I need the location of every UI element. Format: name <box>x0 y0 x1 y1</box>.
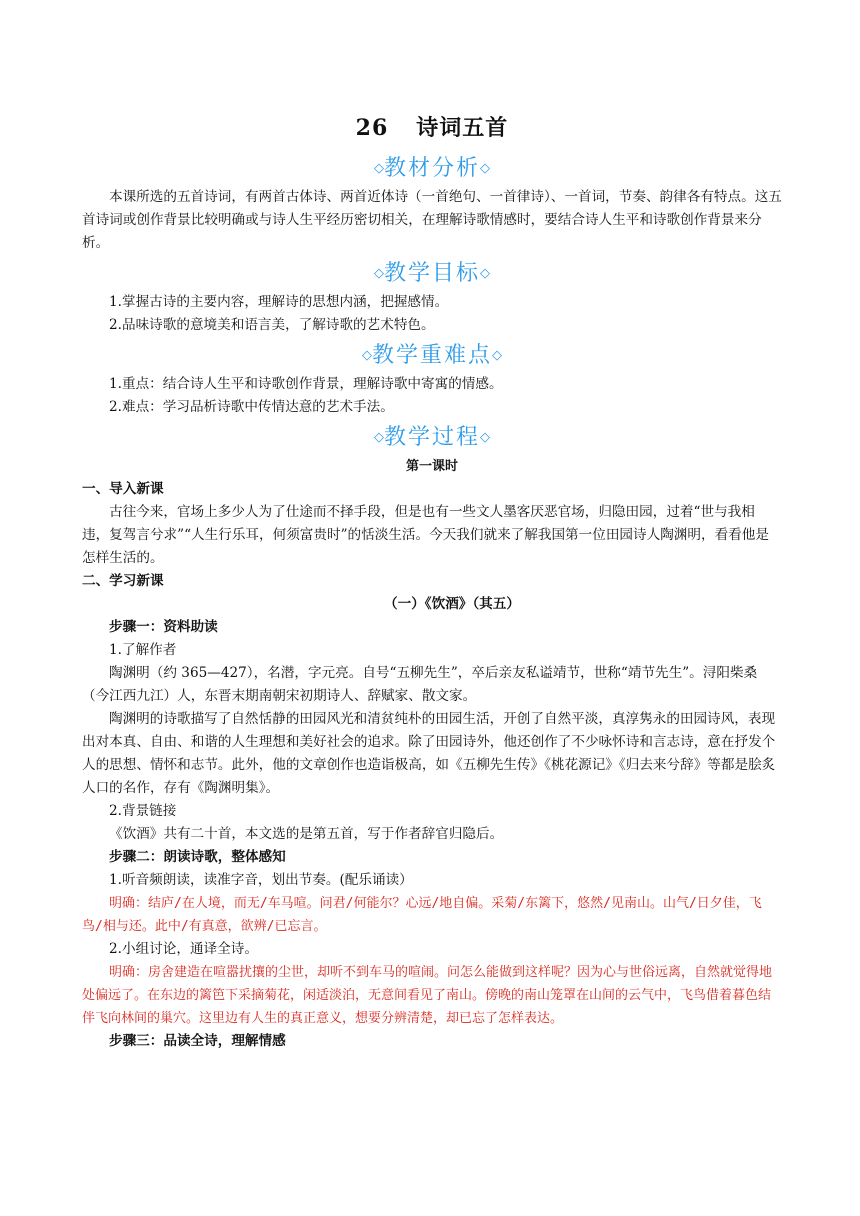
analysis-paragraph: 本课所选的五首诗词，有两首古体诗、两首近体诗（一首绝句、一首律诗）、一首词，节奏、韵律各有特点。这五首诗词或创作背景比较明确或与诗人生平经历密切相关，在理解诗歌情感时，要结合诗人生平和诗歌创作背景来分析。 <box>82 189 782 251</box>
step2-item-read: 1.听音频朗读，读准字音，划出节奏。(配乐诵读） <box>109 872 413 888</box>
answer-rhythm: 明确：结庐/在人境，而无/车马喧。问君/何能尔？心远/地自偏。采菊/东篱下，悠然/见南山。山气/日夕佳，飞鸟/相与还。此中/有真意，欲辨/已忘言。 <box>82 896 762 934</box>
section-heading-goals: ◇教学目标◇ <box>373 261 490 286</box>
key-point-item: 2.难点：学习品析诗歌中传情达意的艺术手法。 <box>109 399 394 415</box>
step1-item-author: 1.了解作者 <box>109 642 177 658</box>
author-works-paragraph: 陶渊明的诗歌描写了自然恬静的田园风光和清贫纯朴的田园生活，开创了自然平淡，真淳隽永的田园诗风，表现出对本真、自由、和谐的人生理想和美好社会的追求。除了田园诗外，他还创作了不少咏怀诗和言志诗，意在抒发个人的思想、情怀和志节。此外，他的文章创作也造诣极高，如《五柳先生传》《桃花源记》《归去来兮辞》等都是脍炙人口的名作，存有《陶渊明集》。 <box>82 711 776 796</box>
background-paragraph: 《饮酒》共有二十首，本文选的是第五首，写于作者辞官归隐后。 <box>109 826 504 842</box>
document-page <box>82 112 782 1053</box>
step1-item-background: 2.背景链接 <box>109 803 177 819</box>
author-bio-paragraph: 陶渊明（约 365—427），名潜，字元亮。自号“五柳先生”，卒后亲友私谥靖节，世称“靖节先生”。浔阳柴桑（今江西九江）人，东晋末期南朝宋初期诗人、辞赋家、散文家。 <box>82 665 758 704</box>
step3-heading: 步骤三：品读全诗，理解情感 <box>109 1033 286 1049</box>
goal-item: 2.品味诗歌的意境美和语言美，了解诗歌的艺术特色。 <box>109 317 435 333</box>
diamond-icon: ◇ <box>492 348 502 363</box>
diamond-icon: ◇ <box>373 430 384 445</box>
page-title <box>82 112 782 144</box>
diamond-icon: ◇ <box>480 266 490 281</box>
section-heading-process: ◇教学过程◇ <box>373 425 490 450</box>
lesson-period: 第一课时 <box>405 459 458 474</box>
lesson-number: 26 <box>355 115 389 141</box>
section-heading-key-points: ◇教学重难点◇ <box>361 343 502 368</box>
answer-translation: 明确：房舍建造在喧嚣扰攘的尘世，却听不到车马的喧闹。问怎么能做到这样呢？因为心与世俗远离，自然就觉得地处偏远了。在东边的篱笆下采摘菊花，闲适淡泊，无意间看见了南山。傍晚的南山笼罩在山间的云气中，飞鸟借着暮色结伴飞向林间的巢穴。这里边有人生的真正意义，想要分辨清楚，却已忘了怎样表达。 <box>82 965 773 1026</box>
diamond-icon: ◇ <box>373 161 384 176</box>
part1-heading: 一、导入新课 <box>82 481 164 497</box>
part1-paragraph: 古往今来，官场上多少人为了仕途而不择手段，但是也有一些文人墨客厌恶官场，归隐田园，过着“世与我相违，复驾言兮求”“人生行乐耳，何须富贵时”的恬淡生活。今天我们就来了解我国第一位田园诗人陶渊明，看看他是怎样生活的。 <box>82 504 769 566</box>
goal-item: 1.掌握古诗的主要内容，理解诗的思想内涵，把握感情。 <box>109 294 449 310</box>
step2-item-translate: 2.小组讨论，通译全诗。 <box>109 941 258 957</box>
diamond-icon: ◇ <box>373 266 384 281</box>
step1-heading: 步骤一：资料助读 <box>109 619 218 635</box>
part2-heading: 二、学习新课 <box>82 573 164 589</box>
key-point-item: 1.重点：结合诗人生平和诗歌创作背景，理解诗歌中寄寓的情感。 <box>109 376 503 392</box>
lesson-title: 诗词五首 <box>416 115 509 141</box>
diamond-icon: ◇ <box>361 348 372 363</box>
step2-heading: 步骤二：朗读诗歌，整体感知 <box>109 849 286 865</box>
poem-title: （一）《饮酒》（其五） <box>384 596 520 612</box>
diamond-icon: ◇ <box>480 161 490 176</box>
section-heading-analysis: ◇教材分析◇ <box>373 156 490 181</box>
diamond-icon: ◇ <box>480 430 490 445</box>
